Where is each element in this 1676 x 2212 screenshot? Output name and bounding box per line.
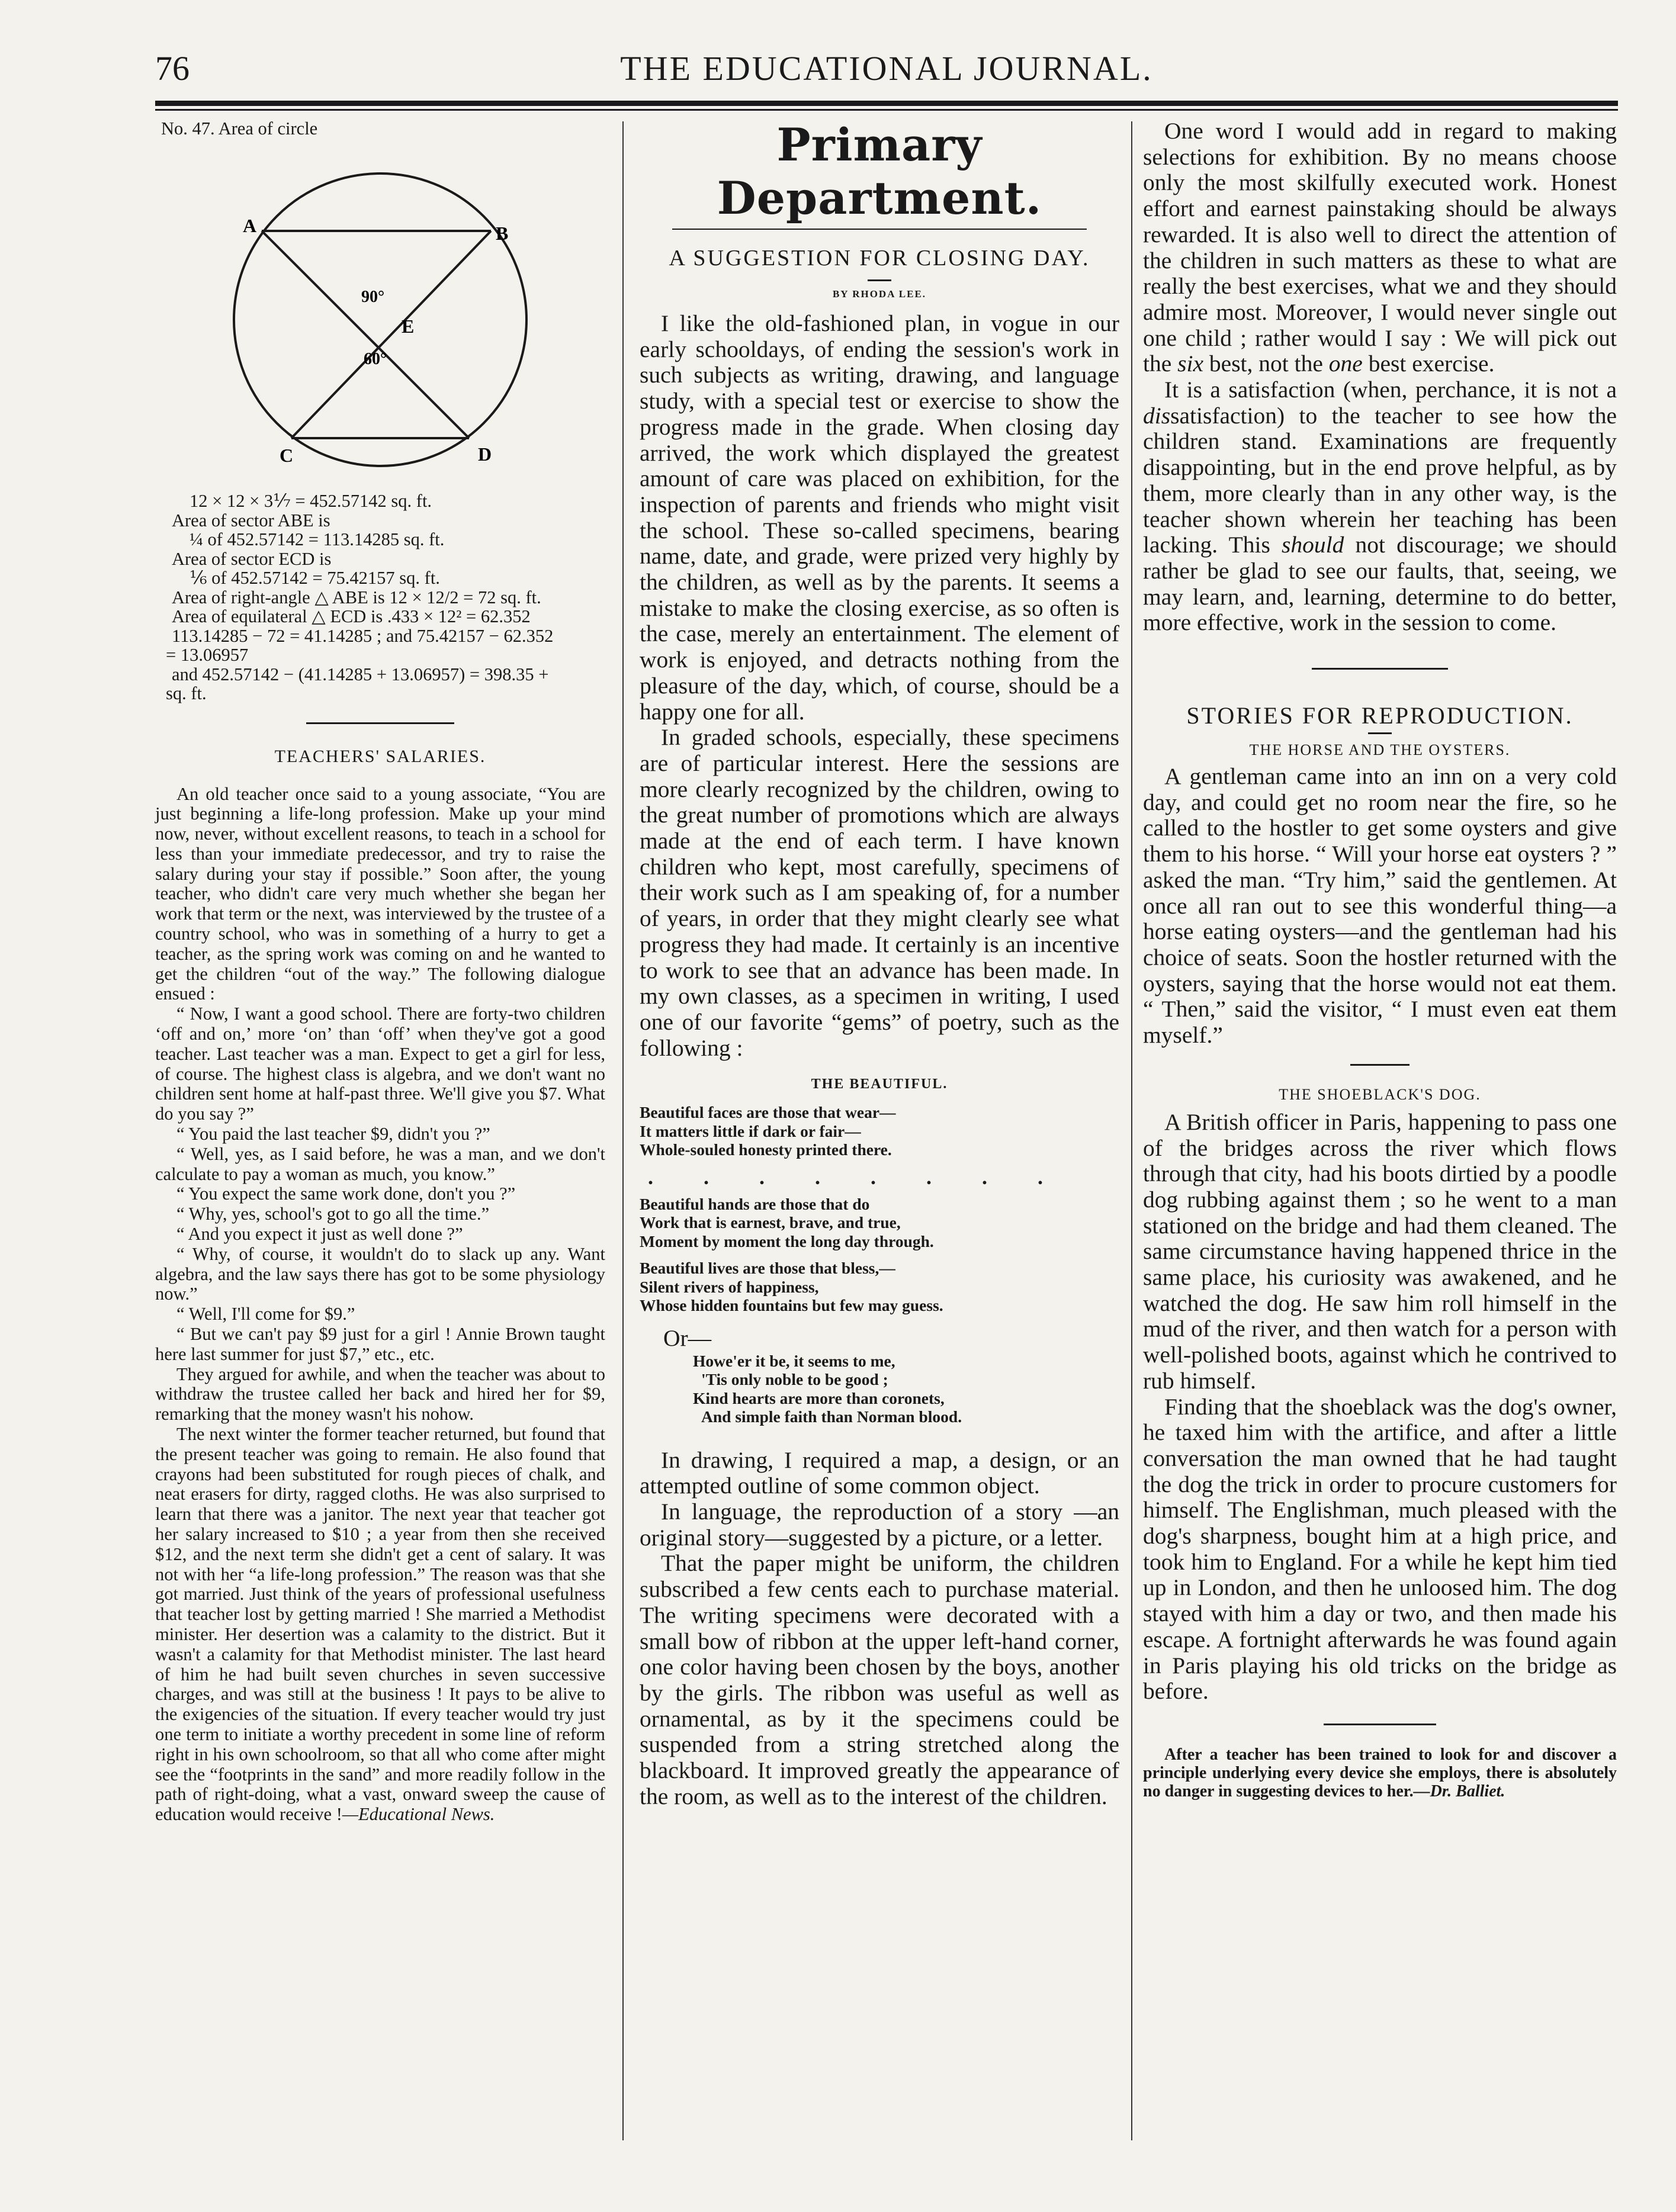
math-line: Area of sector ABE is (172, 510, 330, 531)
column-divider-right (1131, 121, 1132, 2140)
area-calculation (166, 491, 605, 703)
salaries-paragraph: “ Now, I want a good school. There are forty-two children ‘off and on,’ more ‘on’ than ‘off’ when they've got a good teacher. Last teacher was a man. Expect to get a girl for less, of course. The highest class is algebra, and we don't want no children sent home at half-past three. We'll give you $7. What do you say ?” (155, 1004, 605, 1124)
endnote-divider (1324, 1724, 1436, 1725)
article-paragraph (1143, 377, 1617, 636)
story-paragraph: A gentleman came into an inn on a very cold day, and could get no room near the fire, so he called to the hostler to get some oysters and give them to his horse. “ Will your horse eat oysters ? ” asked the man. “Try him,” said the gentlemen. At once all ran out to see this wonderful thing—a horse eating oysters—and the gentleman had his choice of seats. Soon the hostler returned with the oysters, saying that the horse would not eat them. “ Then,” said the visitor, “ I must even eat them myself.” (1143, 763, 1617, 1049)
poem-line: Whose hidden fountains but few may guess. (640, 1296, 943, 1315)
label-d: D (478, 443, 492, 465)
horse-story-title: THE HORSE AND THE OYSTERS. (1249, 741, 1511, 759)
salaries-paragraph: “ Well, yes, as I said before, he was a man, and we don't calculate to pay a woman as much, you know.” (155, 1143, 605, 1184)
article-byline: BY RHODA LEE. (832, 288, 927, 300)
math-line: Area of right-angle △ ABE is 12 × 12/2 = 72 sq. ft. (172, 587, 541, 607)
article-title: A SUGGESTION FOR CLOSING DAY. (669, 246, 1090, 271)
salaries-article (155, 785, 605, 1825)
article-paragraph: In drawing, I required a map, a design, or an attempted outline of some common object. (640, 1446, 1119, 1499)
label-angle-60: 60° (364, 350, 387, 368)
salaries-paragraph: They argued for awhile, and when the teacher was about to withdraw the trustee called her back and hired her for $9, remarking that the money wasn't his nohow. (155, 1364, 605, 1425)
label-c: C (280, 445, 294, 466)
column-right (1143, 118, 1617, 1801)
label-a: A (243, 215, 257, 236)
title-dash (1368, 732, 1392, 734)
salaries-paragraph: “ And you expect it just as well done ?” (176, 1224, 463, 1245)
poem-line: Work that is earnest, brave, and true, (640, 1213, 901, 1232)
page-header (155, 49, 1618, 96)
primary-department-title: Primary Department. (717, 118, 1042, 224)
article-paragraph (1143, 118, 1617, 377)
math-line: 113.14285 − 72 = 41.14285 ; and 75.42157 − 62.352 (172, 625, 554, 646)
primary-article-continued (640, 1448, 1119, 1810)
stories-title: STORIES FOR REPRODUCTION. (1186, 702, 1574, 729)
poem-line: Beautiful lives are those that bless,— (640, 1259, 895, 1278)
salaries-paragraph: An old teacher once said to a young associate, “You are just beginning a life-long profession. Make up your mind now, never, without excellent reasons, to teach in a school for less than your immediate predecessor, and try to raise the salary during your stay if possible.” Soon after, the young teacher, who didn't care very much whether she began her work that term or the next, was interviewed by the trustee of a country school, who was in something of a hurry to get a teacher, as the spring work was coming on and he wanted to get the children “out of the way.” The following dialogue ensued : (155, 783, 605, 1004)
poem-line: Beautiful hands are those that do (640, 1194, 870, 1213)
dog-story-title: THE SHOEBLACK'S DOG. (1279, 1085, 1481, 1103)
title-rule (672, 229, 1087, 230)
article-paragraph: In language, the reproduction of a story —an original story—suggested by a picture, or a letter. (640, 1499, 1119, 1551)
poem-ellipsis: . . . . . . . . (648, 1165, 1065, 1189)
label-b: B (496, 223, 509, 244)
poem-second (693, 1352, 1119, 1426)
column-divider-left (622, 121, 624, 2140)
math-line: ⅙ of 452.57142 = 75.42157 sq. ft. (190, 568, 440, 588)
poem-line: And simple faith than Norman blood. (701, 1407, 962, 1426)
circle-figure (155, 118, 605, 497)
text-run: One word I would add in regard to making selections for exhibition. By no means choose only the most skilfully executed work. Honest effort and earnest painstaking should be always rewarded. It is also well to direct the attention of the children in such matters as these to what are really the best exercises, what we and they should admire most. Moreover, I would never single out one child ; rather would I say : We will pick out the (1143, 118, 1617, 377)
math-line: = 13.06957 (166, 645, 249, 665)
story-paragraph: A British officer in Paris, happening to pass one of the bridges across the river which flows through that city, had his boots dirtied by a poodle dog rubbing against them ; so he went to a man stationed on the bridge and had them cleaned. The same circumstance having happened thrice in the same place, his curiosity was awakened, and he watched the dog. He saw him roll himself in the mud of the river, and then watch for a person with well-polished boots, against which he contrived to rub himself. (1143, 1108, 1617, 1394)
poem-line: Moment by moment the long day through. (640, 1232, 934, 1250)
salaries-paragraph: “ You paid the last teacher $9, didn't you ?” (176, 1124, 490, 1144)
italic-run: should (1282, 532, 1344, 558)
poem-line: Beautiful faces are those that wear— (640, 1103, 896, 1122)
line-ad (262, 231, 469, 438)
header-rule-thick (155, 101, 1618, 106)
text-run: It is a satisfaction (when, perchance, it is not a (1164, 377, 1617, 403)
text-run: not discourage; we should rather be glad to see our faults, that, seeing, we may learn, and, learning, determine to do better, more effective, work in the session to come. (1143, 532, 1617, 636)
math-line: Area of equilateral △ ECD is .433 × 12² = 62.352 (172, 606, 531, 626)
salaries-paragraph: “ Why, of course, it wouldn't do to slack up any. Want algebra, and the law says there has got to be some physiology now.” (155, 1243, 605, 1304)
salaries-source: —Educational News. (342, 1804, 495, 1825)
salaries-title: TEACHERS' SALARIES. (274, 746, 486, 766)
poem-line: It matters little if dark or fair— (640, 1121, 861, 1140)
page-number: 76 (155, 49, 190, 88)
math-line: Area of sector ECD is (172, 548, 332, 569)
math-line: and 452.57142 − (41.14285 + 13.06957) = 398.35 + (172, 664, 549, 684)
salaries-paragraph: “ Why, yes, school's got to go all the time.” (176, 1204, 490, 1224)
salaries-final-paragraph (155, 1425, 605, 1825)
column-left (155, 118, 605, 1825)
salaries-paragraph: “ But we can't pay $9 just for a girl ! Annie Brown taught here last summer for just $7,” etc., etc. (155, 1324, 605, 1364)
section-divider (1312, 668, 1448, 670)
title-dash (868, 279, 891, 281)
section-divider (306, 722, 454, 724)
horse-story (1143, 764, 1617, 1049)
italic-run: dis (1143, 402, 1171, 429)
article-paragraph: That the paper might be uniform, the children subscribed a few cents each to purchase material. The writing specimens were decorated with a small bow of ribbon at the upper left-hand corner, one color having been chosen by the boys, another by the girls. The ribbon was useful as well as ornamental, as by it the specimens could be suspended from a string stretched along the blackboard. It improved greatly the appearance of the room, as well as to the interest of the children. (640, 1550, 1119, 1809)
poem-line: Whole-souled honesty printed there. (640, 1140, 892, 1159)
endnote-paragraph (1143, 1745, 1617, 1801)
text-run: best exercise. (1362, 351, 1495, 377)
circle-outline (234, 173, 526, 466)
line-bc (291, 231, 491, 438)
math-line: ¼ of 452.57142 = 113.14285 sq. ft. (190, 529, 445, 549)
endnote (1143, 1745, 1617, 1801)
label-angle-90: 90° (361, 288, 385, 306)
endnote-text: After a teacher has been trained to look for and discover a principle underlying every device she employs, there is absolutely no danger in suggesting devices to her. (1143, 1745, 1617, 1801)
circle-diagram (155, 118, 605, 497)
italic-run: six (1177, 351, 1204, 377)
story-divider (1350, 1064, 1409, 1066)
label-e: E (402, 316, 415, 337)
dog-story (1143, 1110, 1617, 1705)
math-line: 12 × 12 × 3⅐ = 452.57142 sq. ft. (190, 491, 432, 511)
journal-title: THE EDUCATIONAL JOURNAL. (620, 49, 1153, 88)
salaries-paragraph-text: The next winter the former teacher returned, but found that the present teacher was going to remain. He also found that crayons had been substituted for rough pieces of chalk, and neat erasers for dirty, ragged cloths. He was also surprised to learn that there was a janitor. The next year that teacher got her salary increased to $10 ; a year from then she received $12, and the next term she didn't get a cent of salary. It was not with her “a life-long profession.” The reason was that she got married. Just think of the years of professional usefulness that teacher lost by getting married ! She married a Methodist minister. Her desertion was a calamity to the district. But it wasn't a calamity for that Methodist minister. The last heard of him he had built seven churches in seven successive charges, and was still at the business ! It pays to be alive to the exigencies of the situation. If every teacher would try just one term to initiate a worthy precedent in some line of reform right in his own schoolroom, so that all who come after might see the “footprints in the sand” and more readily follow in the path of right-doing, what a vast, onward sweep the cause of education would receive ! (155, 1424, 605, 1825)
poem-line: 'Tis only noble to be good ; (701, 1370, 888, 1389)
or-label: Or— (663, 1324, 712, 1351)
story-paragraph: Finding that the shoeblack was the dog's owner, he taxed him with the artifice, and after a little conversation the man owned that he had taught the dog the trick in order to procure customers for himself. The Englishman, much pleased with the dog's sharpness, bought him at a high price, and took him to England. For a while he kept him tied up in London, and then he unloosed him. The dog stayed with him a day or two, and then made his escape. A fortnight afterwards he was found again in Paris playing his old tricks on the bridge as before. (1143, 1393, 1617, 1705)
italic-run: one (1328, 351, 1363, 377)
poem-the-beautiful (640, 1103, 1119, 1315)
figure-caption: No. 47. Area of circle (161, 118, 318, 139)
article-paragraph: In graded schools, especially, these specimens are of particular interest. Here the sessions are more clearly recognized by the children, owing to the great number of promotions which are always made at the end of each term. I have known children who kept, most carefully, specimens of their work such as I am speaking of, for a number of years, in order that they might clearly see what progress they had made. It certainly is an incentive to work to see that an advance has been made. In my own classes, as a specimen in writing, I used one of our favorite “gems” of poetry, such as the following : (640, 724, 1119, 1061)
text-run: satisfaction) to the teacher to see how the children stand. Examinations are frequently disappointing, but in the end prove helpful, as by them, more clearly than in any other way, is the teacher shown wherein her teaching has been lacking. This (1143, 402, 1617, 558)
salaries-paragraph: “ Well, I'll come for $9.” (176, 1304, 355, 1324)
poem-line: Silent rivers of happiness, (640, 1277, 819, 1296)
article-paragraph: I like the old-fashioned plan, in vogue in our early schooldays, of ending the session's work in such subjects as writing, drawing, and language study, with a special test or exercise to show the progress made in the grade. When closing day arrived, the work which displayed the greatest amount of care was placed on exhibition, for the inspection of parents and friends who might visit the school. These so-called specimens, bearing name, date, and grade, were prized very highly by the children, as well as by the parents. It seems a mistake to make the closing exercise, as so often is the case, merely an entertainment. The element of work is enjoyed, and detracts nothing from the pleasure of the day, which, of course, should be a happy one for all. (640, 310, 1119, 725)
poem-line: Howe'er it be, it seems to me, (693, 1351, 895, 1370)
poem-title: THE BEAUTIFUL. (811, 1076, 948, 1092)
column-middle (640, 118, 1119, 1809)
header-rule-thin (155, 109, 1618, 111)
math-line: sq. ft. (166, 683, 207, 703)
endnote-source: —Dr. Balliet. (1413, 1782, 1505, 1801)
poem-line: Kind hearts are more than coronets, (693, 1388, 945, 1407)
closing-day-continued (1143, 118, 1617, 636)
text-run: best, not the (1203, 351, 1329, 377)
primary-article-body (640, 311, 1119, 1061)
salaries-paragraph: “ You expect the same work done, don't you ?” (176, 1184, 516, 1204)
